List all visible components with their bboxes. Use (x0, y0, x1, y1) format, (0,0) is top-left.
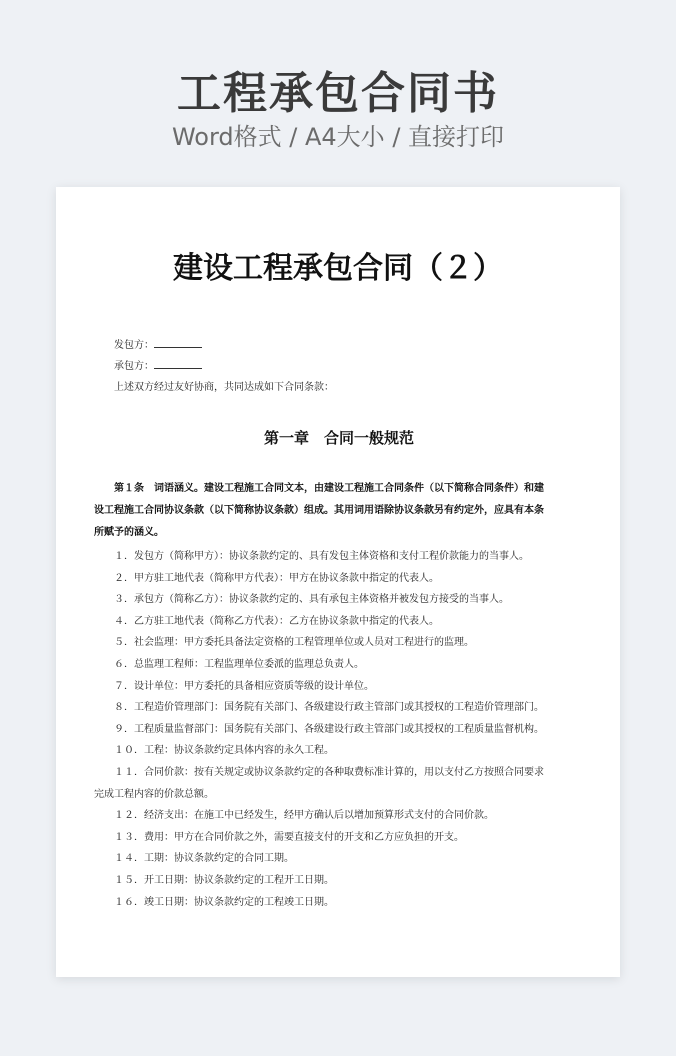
definitions-list (94, 546, 564, 913)
list-item: １０．工程：协议条款约定具体内容的永久工程。 (114, 745, 334, 757)
document-page (56, 187, 620, 977)
chapter-heading: 第一章 合同一般规范 (263, 429, 414, 447)
document-title: 建设工程承包合同（２） (173, 251, 503, 286)
list-item: ２．甲方驻工地代表（简称甲方代表）：甲方在协议条款中指定的代表人。 (114, 572, 439, 584)
banner-title: 工程承包合同书 (177, 68, 499, 119)
list-item: １１．合同价款：按有关规定或协议条款约定的各种取费标准计算的，用以支付乙方按照合同要求完成工程内容的价款总额。 (94, 766, 544, 800)
list-item: ４．乙方驻工地代表（简称乙方代表）：乙方在协议条款中指定的代表人。 (114, 615, 439, 627)
list-item: ７．设计单位：甲方委托的具备相应资质等级的设计单位。 (114, 680, 374, 692)
list-item: １．发包方（简称甲方）：协议条款约定的、具有发包主体资格和支付工程价款能力的当事人。 (114, 551, 529, 562)
party-a-line (114, 335, 564, 356)
intro-text: 上述双方经过友好协商，共同达成如下合同条款： (114, 382, 334, 393)
list-item: １５．开工日期：协议条款约定的工程开工日期。 (114, 874, 334, 886)
banner-subtitle: Word格式 / A4大小 / 直接打印 (171, 123, 505, 151)
party-b-label: 承包方： (114, 361, 154, 372)
article-1: 第１条 词语涵义。建设工程施工合同文本，由建设工程施工合同条件（以下简称合同条件）和建设工程施工合同协议条款（以下简称协议条款）组成。其用词用语除协议条款另有约定外，应具有本条所赋予的涵义。 (94, 483, 544, 538)
document-body (94, 335, 564, 913)
list-item: ９．工程质量监督部门：国务院有关部门、各级建设行政主管部门或其授权的工程质量监督机构。 (114, 723, 544, 735)
list-item: ５．社会监理：甲方委托具备法定资格的工程管理单位或人员对工程进行的监理。 (114, 637, 474, 649)
party-b-line (114, 356, 564, 377)
party-b-blank (154, 358, 202, 369)
list-item: １４．工期：协议条款约定的合同工期。 (114, 853, 294, 865)
list-item: ８．工程造价管理部门：国务院有关部门、各级建设行政主管部门或其授权的工程造价管理部门。 (114, 702, 544, 714)
list-item: １３．费用：甲方在合同价款之外，需要直接支付的开支和乙方应负担的开支。 (114, 831, 464, 843)
list-item: １６．竣工日期：协议条款约定的工程竣工日期。 (114, 896, 334, 908)
list-item: ６．总监理工程师：工程监理单位委派的监理总负责人。 (114, 658, 364, 670)
party-a-blank (154, 337, 202, 348)
party-a-label: 发包方： (114, 340, 154, 351)
list-item: １２．经济支出：在施工中已经发生，经甲方确认后以增加预算形式支付的合同价款。 (114, 810, 494, 822)
list-item: ３．承包方（简称乙方）：协议条款约定的、具有承包主体资格并被发包方接受的当事人。 (114, 594, 509, 606)
